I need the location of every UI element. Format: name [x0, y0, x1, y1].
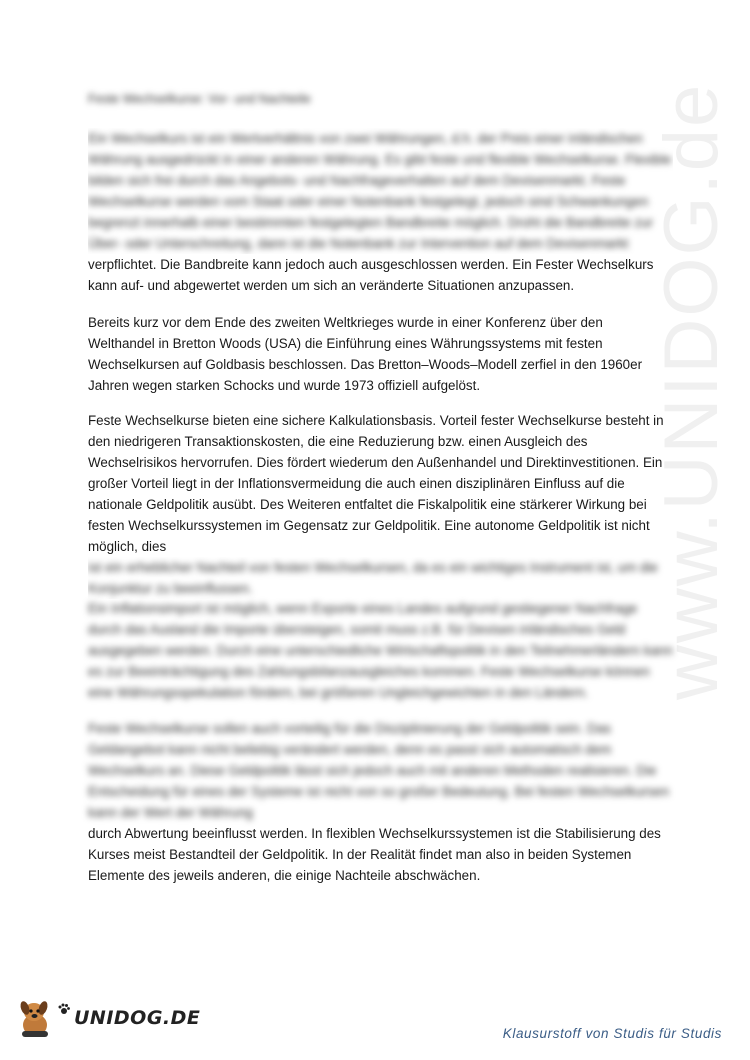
paragraph-1-clear: verpflichtet. Die Bandbreite kann jedoch auch ausgeschlossen werden. Ein Fester Wechselkurs kann auf- und abgewertet werden um sich an veränderte Situationen anzupassen. — [88, 257, 654, 293]
paragraph-2-clear: Bereits kurz vor dem Ende des zweiten Weltkrieges wurde in einer Konferenz über den Welthandel in Bretton Woods (USA) die Einführung eines Währungssystems mit festen Wechselkursen auf Goldbasis beschlossen. Das Bretton–Woods–Modell zerfiel in den 1960er Jahren wegen starken Schocks und wurde 1973 offiziell aufgelöst. — [88, 315, 643, 393]
paragraph-5-blurred: Feste Wechselkurse sollen auch vorteilig für die Disziplinierung der Geldpolitik sein. Das Geldangebot kann nicht beliebig verändert werden, denn es passt sich automatisch dem Wechselkurs an. Diese Geldpolitik lässt sich jedoch auch mit anderen Methoden realisieren. Die Entscheidung für eines der Systeme ist nicht von so großer Bedeutung. Bei festen Wechselkursen kann der Wert der Währung — [88, 721, 670, 820]
footer-logo-text: UNIDOG.DE — [74, 1007, 201, 1029]
paragraph-4 — [88, 598, 673, 703]
paw-icon — [58, 1003, 70, 1015]
footer-slogan: Klausurstoff von Studis für Studis — [502, 1026, 722, 1041]
paragraph-3-clear: Feste Wechselkurse bieten eine sichere Kalkulationsbasis. Vorteil fester Wechselkurse besteht in den niedrigeren Transaktionskosten, die eine Reduzierung bzw. einen Ausgleich des Wechselrisikos hervorrufen. Dies fördert wiederum den Außenhandel und Direktinvestitionen. Ein großer Vorteil liegt in der Inflationsvermeidung die auch einen disziplinären Einfluss auf die nationale Geldpolitik ausübt. Des Weiteren entfaltet die Fiskalpolitik eine stärkerer Wirkung bei festen Wechselkurssystemen im Gegensatz zur Geldpolitik. Eine autonome Geldpolitik ist nicht möglich, dies — [88, 413, 664, 554]
paragraph-4-blurred: Ein Inflationsimport ist möglich, wenn Exporte eines Landes aufgrund gestiegener Nachfrage durch das Ausland die Importe übersteigen, somit muss z.B. für Devisen inländisches Geld ausgegeben werden. Durch eine unterschiedliche Wirtschaftspolitik in den Teilnehmerländern kann es zur Beeinträchtigung des Zahlungsbilanzausgleiches kommen. Feste Wechselkurse können eine Währungsspekulation fördern, bei größeren Ungleichgewichten in den Ländern. — [88, 601, 673, 700]
paragraph-2 — [88, 312, 673, 396]
footer-logo — [12, 995, 200, 1041]
document-title: Feste Wechselkurse: Vor- und Nachteile — [88, 92, 311, 106]
paragraph-5 — [88, 718, 673, 886]
watermark: www.UNIDOG.de — [649, 82, 734, 700]
paragraph-3 — [88, 410, 673, 599]
dog-mascot-icon — [12, 995, 58, 1041]
paragraph-5-clear: durch Abwertung beeinflusst werden. In flexiblen Wechselkurssystemen ist die Stabilisierung des Kurses meist Bestandteil der Geldpolitik. In der Realität findet man also in beiden Systemen Elemente des jeweils anderen, die einige Nachteile abschwächen. — [88, 826, 661, 883]
paragraph-1 — [88, 128, 673, 296]
paragraph-1-blurred: Ein Wechselkurs ist ein Wertverhältnis von zwei Währungen, d.h. der Preis einer inländischen Währung ausgedrückt in einer anderen Währung. Es gibt feste und flexible Wechselkurse. Flexible bilden sich frei durch das Angebots- und Nachfrageverhalten auf dem Devisenmarkt. Feste Wechselkurse werden vom Staat oder einer Notenbank festgelegt, jedoch sind Schwankungen begrenzt innerhalb einer bestimmten festgelegten Bandbreite möglich. Droht die Bandbreite zur Über- oder Unterschreitung, dann ist die Notenbank zur Intervention auf dem Devisenmarkt — [88, 131, 672, 251]
paragraph-3-blurred: ist ein erheblicher Nachteil von festen Wechselkursen, da es ein wichtiges Instrument ist, um die Konjunktur zu beeinflussen. — [88, 560, 658, 596]
